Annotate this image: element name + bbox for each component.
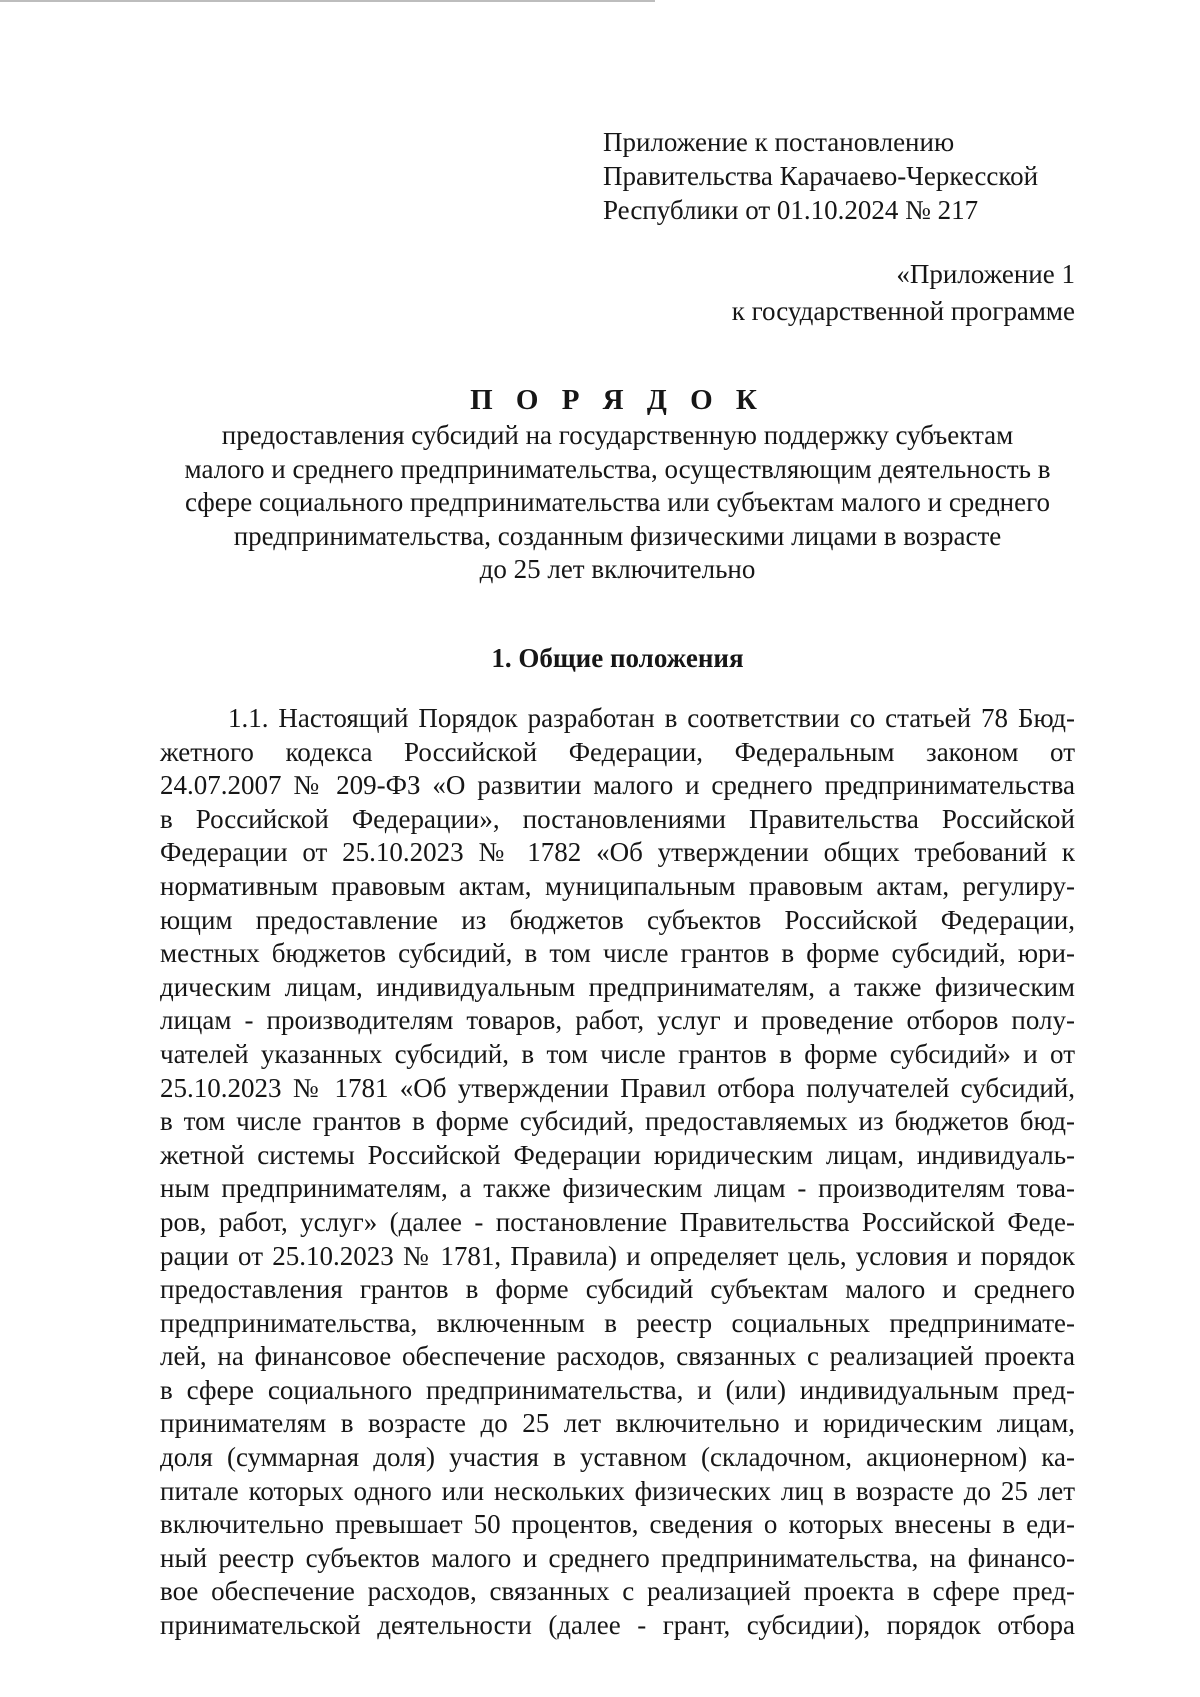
paragraph-line: 24.07.2007 № 209-ФЗ «О развитии малого и среднего предпринимательства: [160, 770, 1075, 801]
annex-line: «Приложение 1: [896, 259, 1075, 289]
paragraph-line: в сфере социального предпринимательства, и (или) индивидуальным пред-: [160, 1374, 1075, 1405]
paragraph-line: чателей указанных субсидий, в том числе грантов в форме субсидий» и от: [160, 1038, 1075, 1069]
paragraph-line: вое обеспечение расходов, связанных с реализацией проекта в сфере пред-: [160, 1576, 1075, 1607]
subtitle-line: предоставления субсидий на государственную поддержку субъектам: [221, 420, 1014, 450]
paragraph-line: дическим лицам, индивидуальным предпринимателям, а также физическим: [160, 971, 1075, 1002]
section-heading: 1. Общие положения: [491, 643, 744, 673]
subtitle-line: сфере социального предпринимательства или субъектам малого и среднего: [184, 487, 1051, 517]
paragraph-line: 25.10.2023 № 1781 «Об утверждении Правил отбора получателей субсидий,: [160, 1072, 1075, 1103]
approval-line: Правительства Карачаево-Черкесской: [603, 161, 1039, 191]
subtitle-line: предпринимательства, созданным физическими лицами в возрасте: [233, 520, 1002, 551]
paragraph-line: ров, работ, услуг» (далее - постановление Правительства Российской Феде-: [160, 1206, 1075, 1237]
paragraph-line: ный реестр субъектов малого и среднего предпринимательства, на финансо-: [160, 1542, 1075, 1573]
paragraph-line: жетного кодекса Российской Федерации, Федеральным законом от: [160, 736, 1075, 767]
paragraph-line: Федерации от 25.10.2023 № 1782 «Об утверждении общих требований к: [160, 837, 1075, 868]
paragraph-line: в том числе грантов в форме субсидий, предоставляемых из бюджетов бюд-: [160, 1106, 1075, 1137]
paragraph-line: 1.1. Настоящий Порядок разработан в соответствии со статьей 78 Бюд-: [228, 703, 1075, 733]
annex-line: к государственной программе: [731, 296, 1075, 326]
approval-line: Республики от 01.10.2024 № 217: [603, 195, 979, 225]
paragraph-line: местных бюджетов субсидий, в том числе грантов в форме субсидий, юри-: [160, 938, 1075, 969]
paragraph-line: принимательской деятельности (далее - грант, субсидии), порядок отбора: [160, 1610, 1075, 1641]
paragraph-line: предпринимательства, включенным в реестр социальных предпринимате-: [160, 1307, 1075, 1338]
subtitle-line: до 25 лет включительно: [479, 554, 756, 584]
paragraph-line: доля (суммарная доля) участия в уставном (складочном, акционерном) ка-: [160, 1442, 1075, 1473]
annex-block: [732, 256, 1075, 330]
paragraph-line: нормативным правовым актам, муниципальным правовым актам, регулиру-: [160, 870, 1075, 901]
approval-block: [603, 125, 1038, 227]
paragraph-line: жетной системы Российской Федерации юридическим лицам, индивидуаль-: [160, 1139, 1075, 1170]
paragraph-1-1: [160, 702, 1075, 1643]
scan-top-edge: [0, 0, 655, 2]
paragraph-line: ющим предоставление из бюджетов субъектов Российской Федерации,: [160, 904, 1075, 935]
paragraph-line: питале которых одного или нескольких физических лиц в возрасте до 25 лет: [160, 1475, 1075, 1506]
paragraph-line: предоставления грантов в форме субсидий субъектам малого и среднего: [160, 1274, 1075, 1305]
paragraph-line: лицам - производителям товаров, работ, услуг и проведение отборов полу-: [160, 1005, 1075, 1036]
paragraph-line: рации от 25.10.2023 № 1781, Правила) и определяет цель, условия и порядок: [160, 1240, 1075, 1271]
paragraph-line: ным предпринимателям, а также физическим лицам - производителям това-: [160, 1173, 1075, 1204]
document-title: П О Р Я Д О К: [470, 384, 765, 416]
paragraph-line: включительно превышает 50 процентов, сведения о которых внесены в еди-: [160, 1509, 1075, 1540]
paragraph-line: лей, на финансовое обеспечение расходов, связанных с реализацией проекта: [160, 1341, 1075, 1372]
document-subtitle: [160, 419, 1075, 587]
paragraph-line: принимателям в возрасте до 25 лет включительно и юридическим лицам,: [160, 1408, 1075, 1439]
paragraph-line: в Российской Федерации», постановлениями Правительства Российской: [160, 803, 1075, 834]
approval-line: Приложение к постановлению: [603, 127, 955, 157]
subtitle-line: малого и среднего предпринимательства, осуществляющим деятельность в: [184, 453, 1051, 484]
